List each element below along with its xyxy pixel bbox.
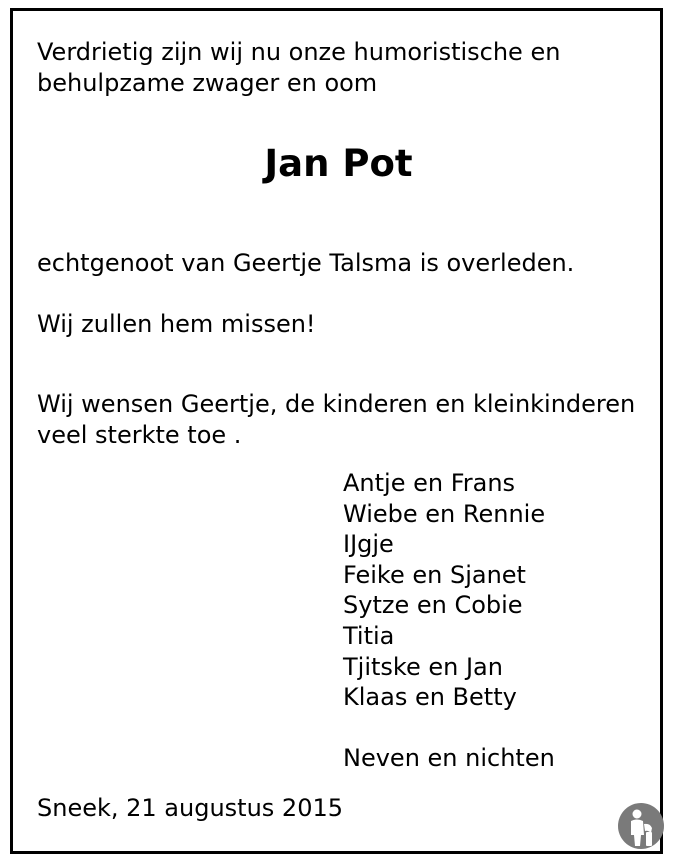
- signer-item: Klaas en Betty: [343, 683, 517, 712]
- signer-item: Feike en Sjanet: [343, 560, 526, 589]
- wish-line-1: Wij wensen Geertje, de kinderen en kleinkinderen: [37, 390, 636, 418]
- deceased-name: Jan Pot: [264, 142, 413, 185]
- signer-item: Antje en Frans: [343, 469, 516, 497]
- signer-item: Sytze en Cobie: [343, 591, 523, 620]
- memorial-figure-icon: [617, 802, 665, 850]
- intro-line-2: behulpzame zwager en oom: [37, 69, 378, 97]
- wish-line-2: veel sterkte toe .: [37, 421, 242, 449]
- signer-item: Tjitske en Jan: [343, 652, 503, 681]
- miss-line: Wij zullen hem missen!: [37, 310, 316, 338]
- place-date: Sneek, 21 augustus 2015: [37, 794, 343, 822]
- signers-list: [343, 468, 545, 713]
- spouse-line: echtgenoot van Geertje Talsma is overleden.: [37, 249, 575, 277]
- signer-item: Wiebe en Rennie: [343, 499, 546, 528]
- intro-line-1: Verdrietig zijn wij nu onze humoristische en: [37, 38, 561, 66]
- signer-item: Titia: [343, 621, 395, 650]
- cousins-line: Neven en nichten: [343, 744, 555, 772]
- signer-item: IJgje: [343, 530, 394, 559]
